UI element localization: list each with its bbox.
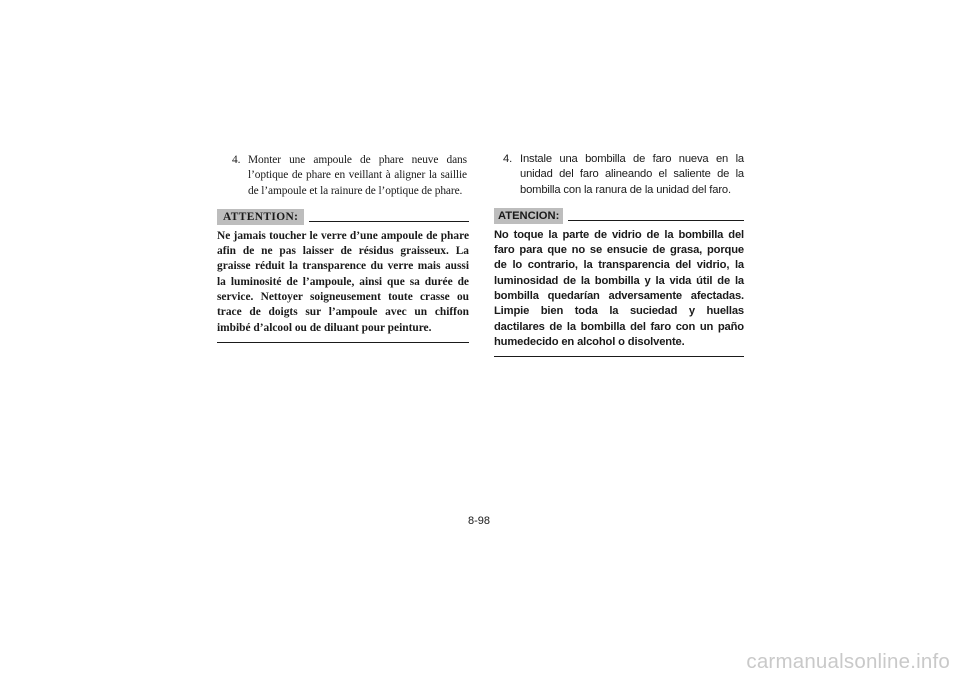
french-step-4	[217, 153, 467, 199]
french-caution-header	[217, 209, 469, 225]
spanish-caution-header	[494, 208, 744, 224]
watermark-text: carmanualsonline.info	[746, 650, 950, 673]
french-step-number: 4.	[232, 154, 241, 166]
french-column	[217, 153, 469, 343]
page-number: 8-98	[468, 515, 491, 527]
spanish-caution-header-rule	[568, 220, 744, 221]
french-caution-header-rule	[309, 221, 469, 222]
spanish-column	[494, 152, 744, 357]
french-caution-text: Ne jamais toucher le verre d’une ampoule de phare afin de ne pas laisser de résidus graisseux. La graisse réduit la transparence du verre mais aussi la luminosité de l’ampoule, ainsi que sa durée de service. Nettoyer soigneusement toute crasse ou trace de doigts sur l’ampoule avec un chiffon imbibé d’alcool ou de diluant pour peinture.	[217, 229, 469, 334]
spanish-step-text: Instale una bombilla de faro nueva en la unidad del faro alineando el saliente de la bombilla con la ranura de la unidad del faro.	[520, 153, 744, 196]
spanish-caution-label: ATENCION:	[494, 208, 563, 224]
spanish-step-number: 4.	[503, 153, 513, 165]
french-step-text: Monter une ampoule de phare neuve dans l’optique de phare en veillant à aligner la saillie de l’ampoule et la rainure de l’optique de phare.	[248, 154, 467, 197]
french-caution-box	[217, 209, 469, 343]
french-caution-end-rule	[217, 342, 469, 343]
spanish-step-4	[494, 152, 744, 198]
french-caution-label: ATTENTION:	[217, 209, 304, 225]
spanish-caution-end-rule	[494, 356, 744, 357]
spanish-caution-box	[494, 208, 744, 358]
spanish-caution-text: No toque la parte de vidrio de la bombilla del faro para que no se ensucie de grasa, porque de lo contrario, la transparencia del vidrio, la luminosidad de la bombilla y la vida útil de la bombilla quedarían adversamente afectadas. Limpie bien toda la suciedad y huellas dactilares de la bombilla del faro con un paño humedecido en alcohol o disolvente.	[494, 228, 744, 348]
